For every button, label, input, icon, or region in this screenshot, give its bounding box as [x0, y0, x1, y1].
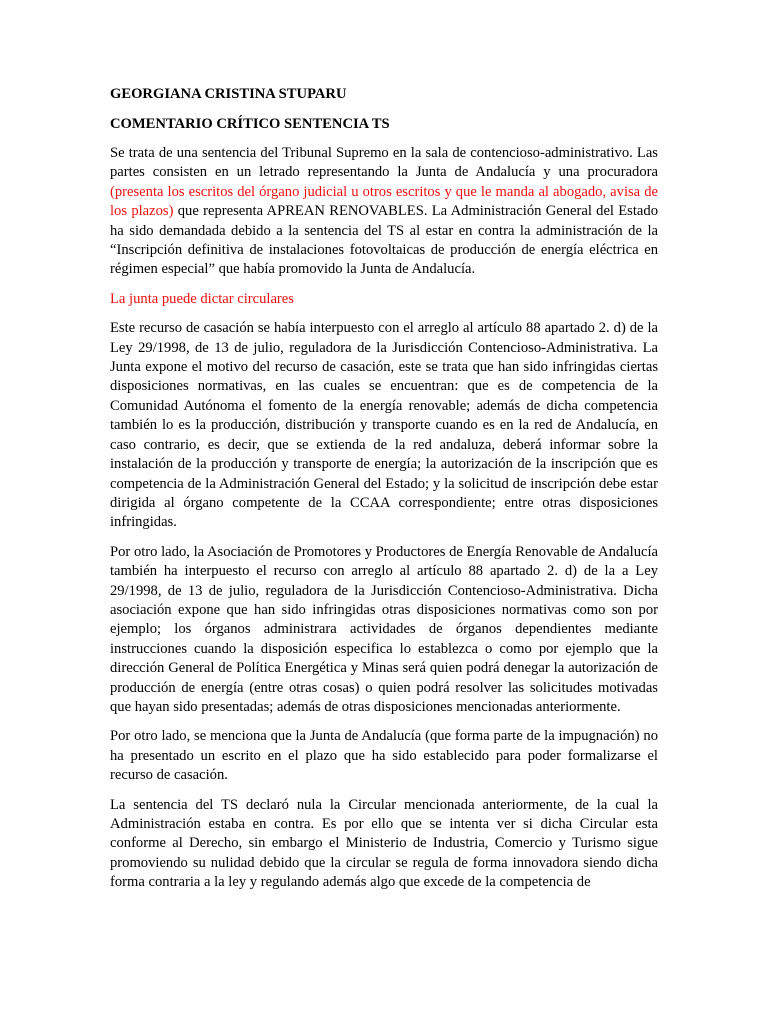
paragraph-intro-text-end: que representa APREAN RENOVABLES. La Administración General del Estado ha sido demandada debido a la sentencia del TS al estar en contra la administración de la “Inscripción definitiva de instalaciones fotovoltaicas de producción de energía eléctrica en régimen especial” que había promovido la Junta de Andalucía. — [110, 203, 658, 278]
paragraph-recurso-junta: Este recurso de casación se había interpuesto con el arreglo al artículo 88 apartado 2. d) de la Ley 29/1998, de 13 de julio, reguladora de la Jurisdicción Contencioso-Administrativa. La Junta expone el motivo del recurso de casación, este se trata que han sido infringidas ciertas disposiciones normativas, en las cuales se encuentran: que es de competencia de la Comunidad Autónoma el fomento de la energía renovable; además de dicha competencia también lo es la producción, distribución y transporte cuando es en la red de Andalucía, en caso contrario, es decir, que se extienda de la red andaluza, deberá informar sobre la instalación de la producción y transporte de energía; la autorización de la inscripción que es competencia de la Administración General del Estado; y la solicitud de inscripción debe estar dirigida al órgano competente de la CCAA correspondiente; entre otras disposiciones infringidas. — [110, 320, 658, 531]
paragraph-intro-text-start: Se trata de una sentencia del Tribunal Supremo en la sala de contencioso-administrativo. Las partes consisten en un letrado representando la Junta de Andalucía y una procuradora — [110, 145, 658, 181]
document-page — [110, 84, 658, 903]
circulares-note: La junta puede dictar circulares — [110, 290, 294, 307]
procuradora-note: (presenta los escritos del órgano judicial u otros escritos y que le manda al abogado, avisa de los plazos) — [110, 183, 658, 220]
paragraph-intro — [110, 144, 658, 280]
paragraph-sentencia: La sentencia del TS declaró nula la Circular mencionada anteriormente, de la cual la Administración estaba en contra. Es por ello que se intenta ver si dicha Circular esta conforme al Derecho, sin embargo el Ministerio de Industria, Comercio y Turismo sigue promoviendo su nulidad debido que la circular se regula de forma innovadora siendo dicha forma contraria a la ley y regulando además algo que excede de la competencia de — [110, 796, 658, 891]
document-title: COMENTARIO CRÍTICO SENTENCIA TS — [110, 116, 390, 132]
author-heading: GEORGIANA CRISTINA STUPARU — [110, 86, 347, 102]
paragraph-plazo: Por otro lado, se menciona que la Junta de Andalucía (que forma parte de la impugnación) no ha presentado un escrito en el plazo que ha sido establecido para poder formalizarse el recurso de casación. — [110, 728, 658, 784]
paragraph-recurso-asociacion: Por otro lado, la Asociación de Promotores y Productores de Energía Renovable de Andalucía también ha interpuesto el recurso con arreglo al artículo 88 apartado 2. d) de la a Ley 29/1998, de 13 de julio, reguladora de la Jurisdicción Contencioso-Administrativa. Dicha asociación expone que han sido infringidas otras disposiciones normativas como son por ejemplo; los órganos administrara actividades de órganos dependientes mediante instrucciones cuando la disposición especifica lo establezca o como por ejemplo que la dirección General de Política Energética y Minas será quien podrá denegar la autorización de producción de energía (entre otras cosas) o quien podrá resolver las solicitudes motivadas que hayan sido presentadas; además de otras disposiciones mencionadas anteriormente. — [110, 543, 658, 715]
